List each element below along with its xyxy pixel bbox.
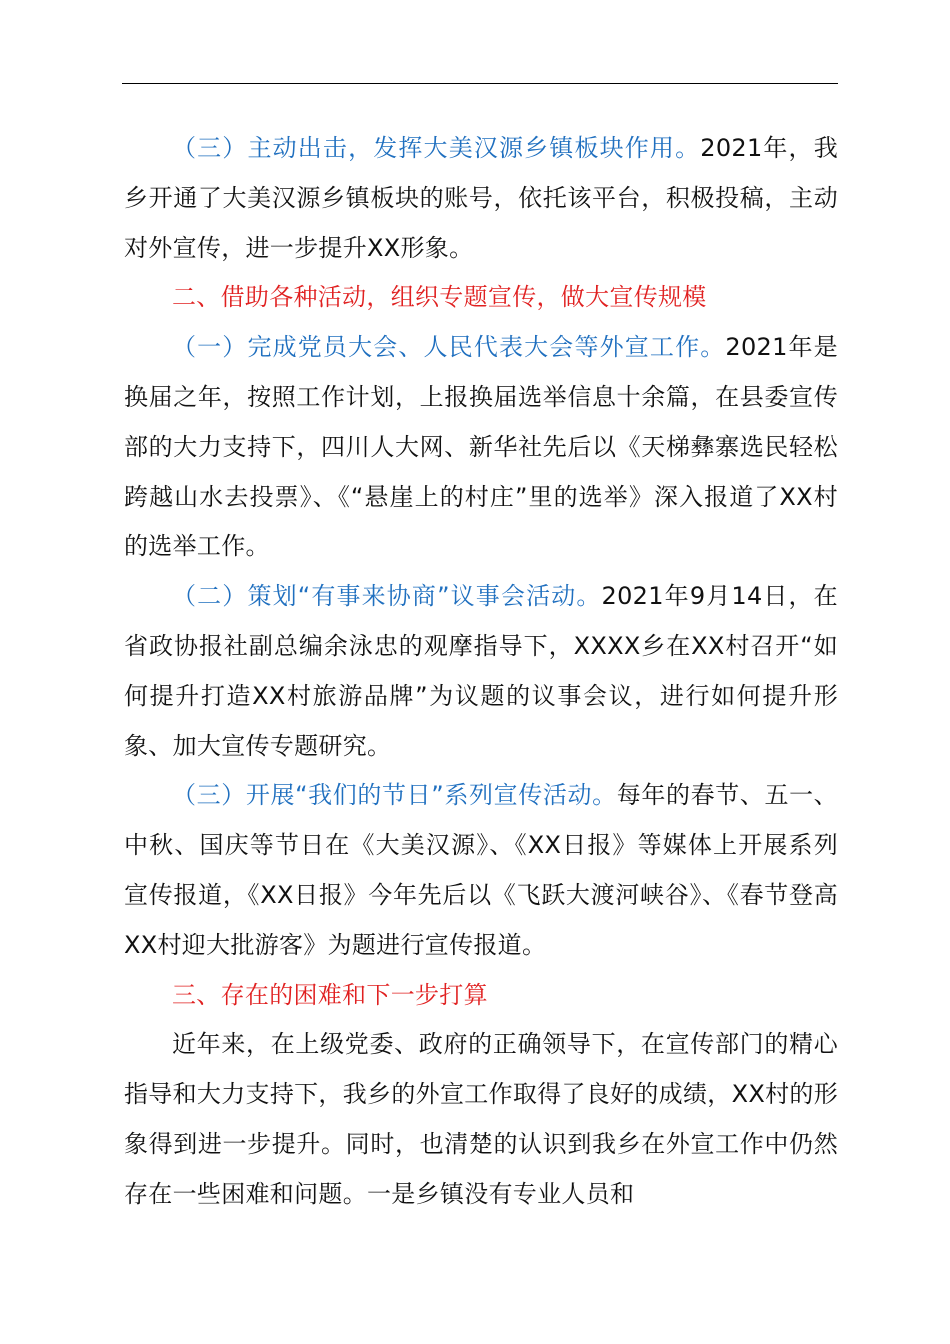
document-body xyxy=(124,124,838,1220)
subheading-consultation: （二）策划“有事来协商”议事会活动。 xyxy=(172,582,602,611)
paragraph-consultation-text: 2021年9月14日，在省政协报社副总编余泳忠的观摩指导下，XXXX乡在XX村召开“如何提升打造XX村旅游品牌”为议题的议事会议，进行如何提升形象、加大宣传专题研究。 xyxy=(124,582,838,760)
paragraph-festivals-text: 每年的春节、五一、中秋、国庆等节日在《大美汉源》、《XX日报》等媒体上开展系列宣传报道，《XX日报》今年先后以《飞跃大渡河峡谷》、《春节登高XX村迎大批游客》为题进行宣传报道。 xyxy=(124,781,838,959)
section-heading-difficulties: 三、存在的困难和下一步打算 xyxy=(172,980,488,1009)
header-rule xyxy=(122,83,838,84)
subheading-outreach-platform: （三）主动出击，发挥大美汉源乡镇板块作用。 xyxy=(172,134,701,162)
paragraph-consultation xyxy=(124,572,838,771)
subheading-elections: （一）完成党员大会、人民代表大会等外宣工作。 xyxy=(172,333,726,362)
paragraph-difficulties: 近年来，在上级党委、政府的正确领导下，在宣传部门的精心指导和大力支持下，我乡的外宣工作取得了良好的成绩，XX村的形象得到进一步提升。同时，也清楚的认识到我乡在外宣工作中仍然存在一些困难和问题。一是乡镇没有专业人员和 xyxy=(124,1030,838,1208)
paragraph-outreach-platform-text: 2021年，我乡开通了大美汉源乡镇板块的账号，依托该平台，积极投稿，主动对外宣传，进一步提升XX形象。 xyxy=(124,134,838,262)
paragraph-outreach-platform xyxy=(124,124,838,273)
subheading-festivals: （三）开展“我们的节日”系列宣传活动。 xyxy=(172,781,617,810)
paragraph-festivals xyxy=(124,771,838,970)
section-heading-activities: 二、借助各种活动，组织专题宣传，做大宣传规模 xyxy=(172,283,707,312)
paragraph-elections-text: 2021年是换届之年，按照工作计划，上报换届选举信息十余篇，在县委宣传部的大力支持下，四川人大网、新华社先后以《天梯彝寨选民轻松跨越山水去投票》、《“悬崖上的村庄”里的选举》深入报道了XX村的选举工作。 xyxy=(124,333,838,561)
paragraph-elections xyxy=(124,323,838,572)
